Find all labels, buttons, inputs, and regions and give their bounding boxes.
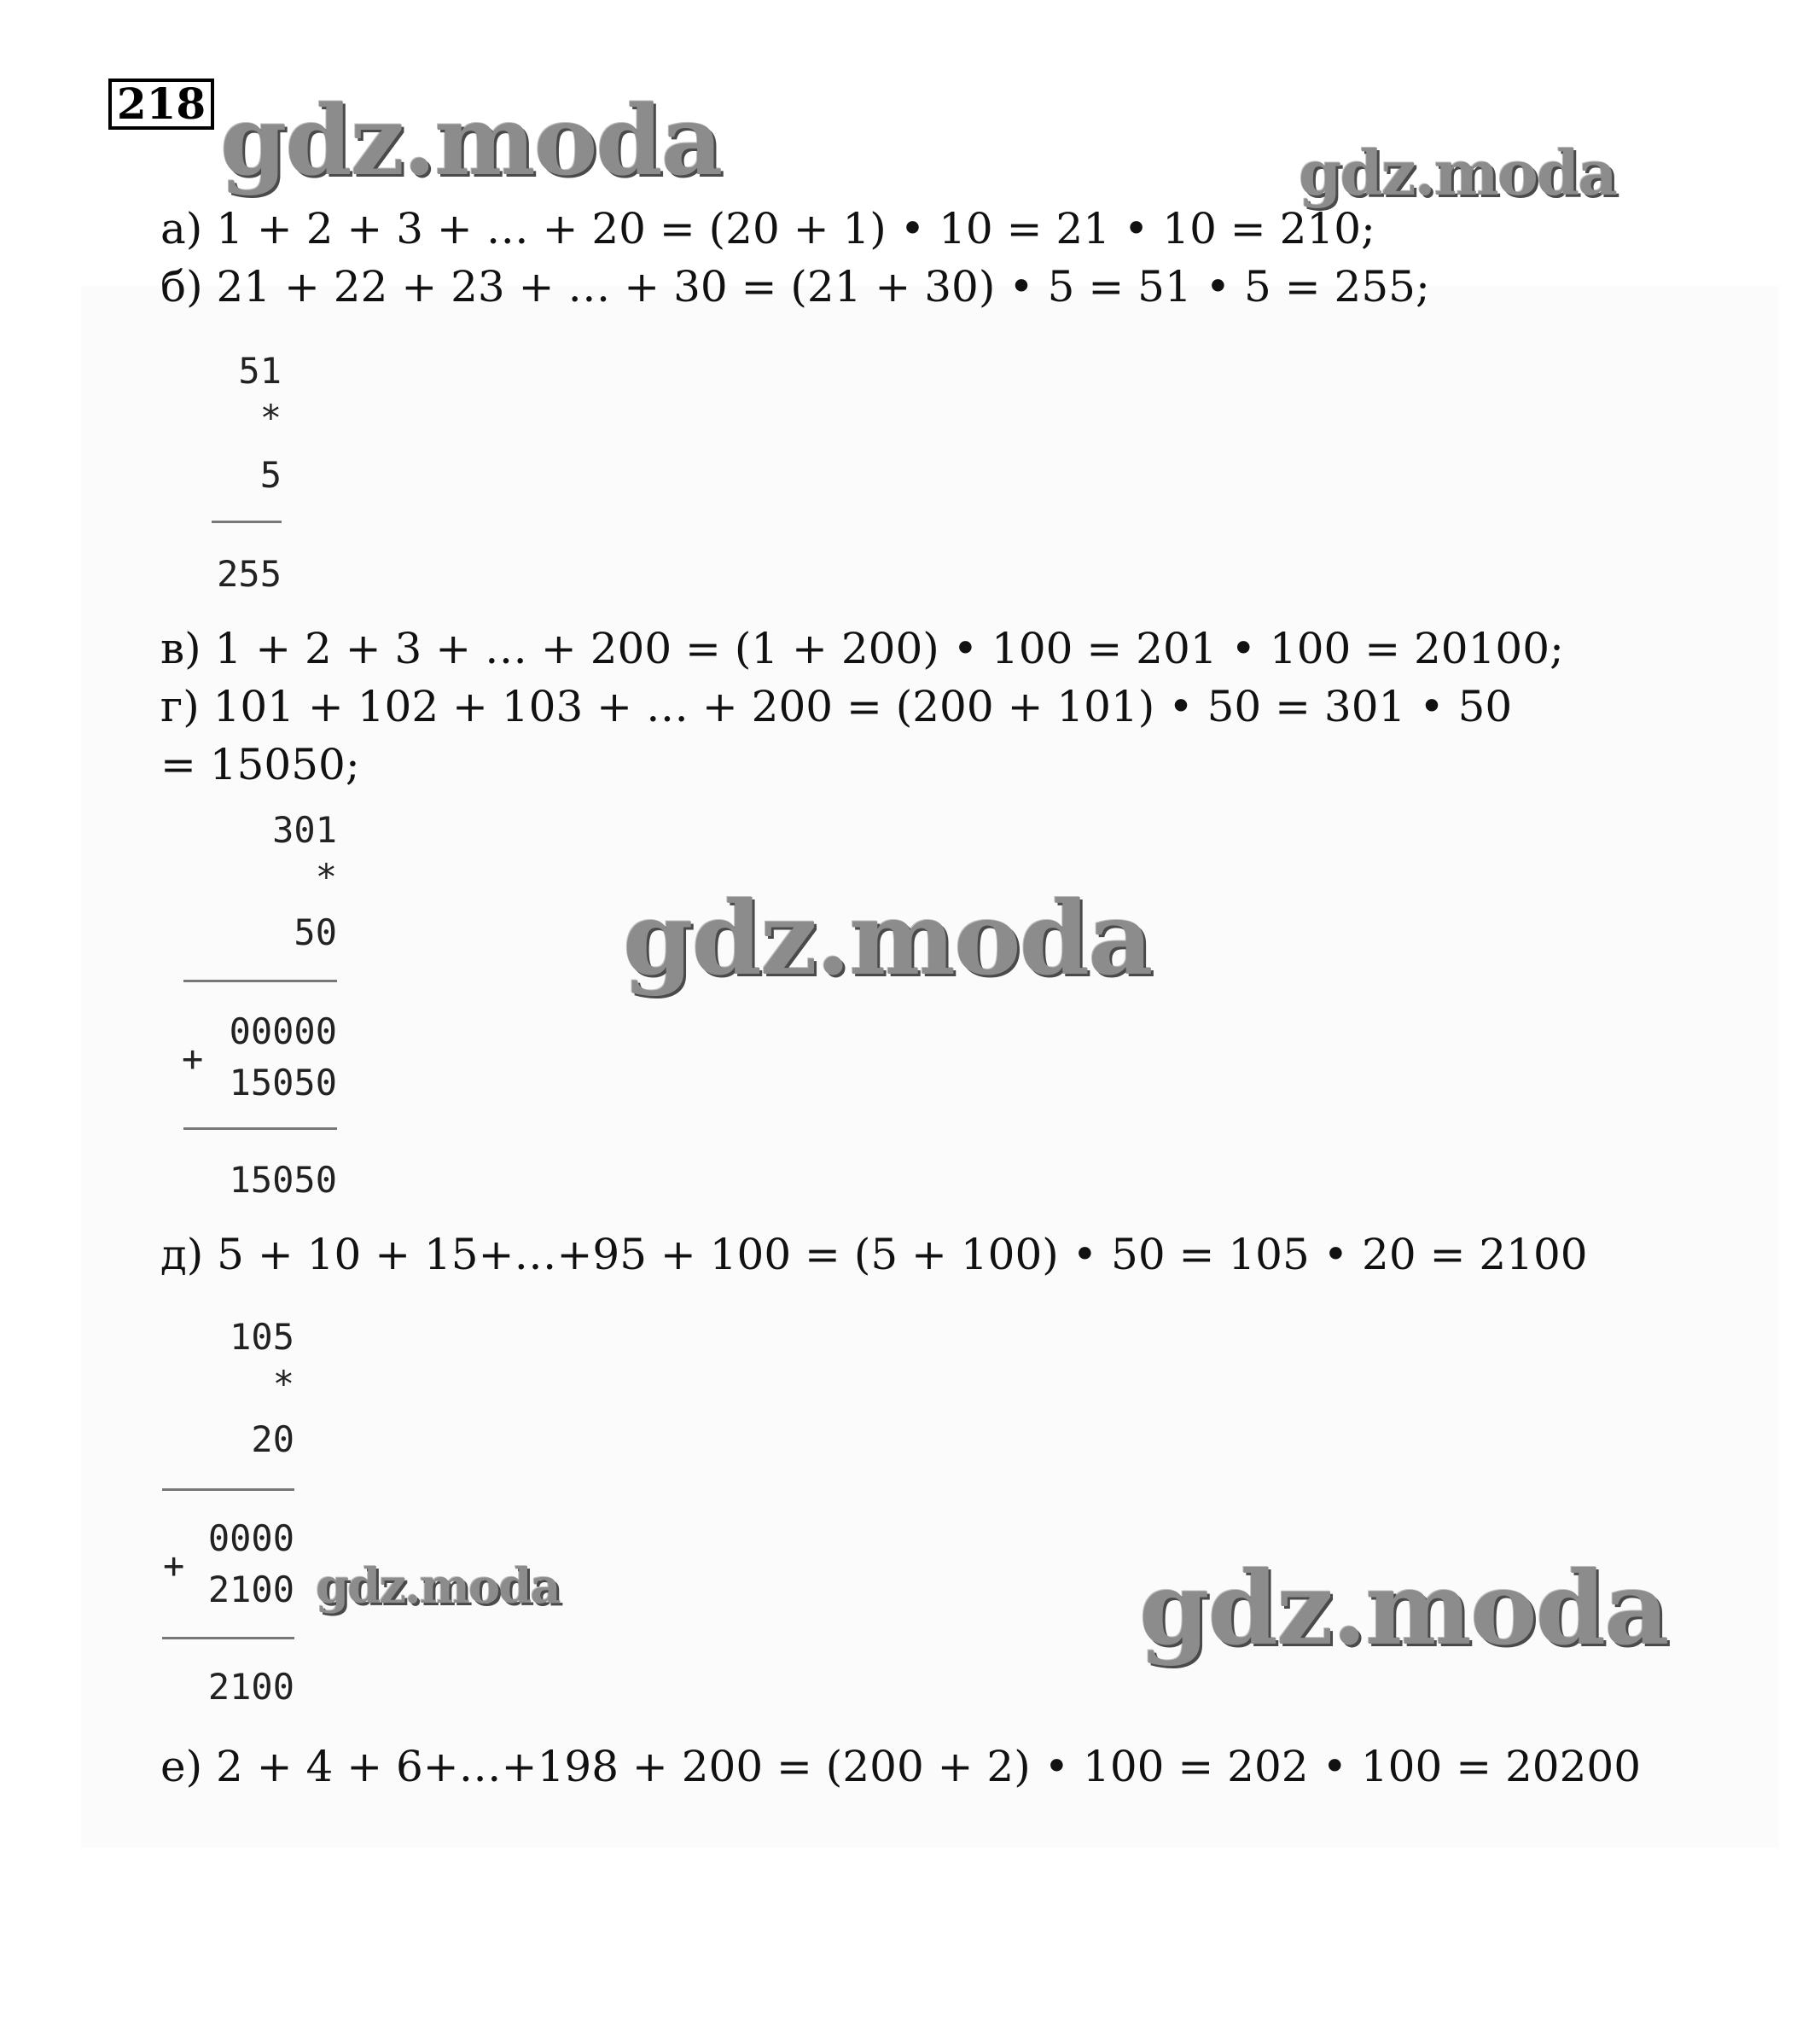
result: 15050 <box>229 1159 337 1201</box>
divider-line <box>183 980 337 982</box>
multiplier: 5 <box>259 454 282 496</box>
watermark: gdz.moda <box>1299 137 1616 209</box>
watermark: gdz.moda <box>1139 1549 1668 1668</box>
watermark: gdz.moda <box>623 879 1152 998</box>
operator: * <box>259 397 282 439</box>
watermark: gdz.moda <box>220 85 722 197</box>
multiplicand: 105 <box>230 1316 294 1358</box>
multiplicand: 51 <box>238 350 282 392</box>
column-multiplication-g <box>175 809 337 1210</box>
divider-line <box>162 1488 294 1491</box>
equation-v: в) 1 + 2 + 3 + … + 200 = (1 + 200) • 100 = 201 • 100 = 20100; <box>160 624 1564 673</box>
partial-product-2: 15050 <box>229 1062 337 1103</box>
equation-g-line2: = 15050; <box>160 740 360 789</box>
column-multiplication-b <box>188 350 282 606</box>
equation-g-line1: г) 101 + 102 + 103 + … + 200 = (200 + 101) • 50 = 301 • 50 <box>160 682 1513 731</box>
partial-product-1: 00000 <box>229 1010 337 1052</box>
multiplicand: 301 <box>272 809 337 851</box>
plus-sign: + <box>182 1038 204 1080</box>
partial-product-2: 2100 <box>207 1569 294 1610</box>
multiplier: 50 <box>294 911 337 953</box>
divider-line <box>212 521 282 523</box>
plus-sign: + <box>163 1545 185 1586</box>
equation-b: б) 21 + 22 + 23 + … + 30 = (21 + 30) • 5 = 51 • 5 = 255; <box>160 262 1430 311</box>
partial-product-1: 0000 <box>207 1517 294 1559</box>
column-multiplication-d <box>158 1316 294 1717</box>
operator: * <box>315 856 337 898</box>
equation-d: д) 5 + 10 + 15+…+95 + 100 = (5 + 100) • 50 = 105 • 20 = 2100 <box>160 1230 1588 1279</box>
divider-line <box>162 1637 294 1639</box>
result: 255 <box>217 553 282 595</box>
watermark: gdz.moda <box>316 1558 560 1615</box>
problem-number-box: 218 <box>108 79 214 130</box>
multiplier: 20 <box>251 1418 294 1460</box>
result: 2100 <box>207 1666 294 1708</box>
equation-e: е) 2 + 4 + 6+…+198 + 200 = (200 + 2) • 100 = 202 • 100 = 20200 <box>160 1742 1642 1791</box>
divider-line <box>183 1127 337 1130</box>
equation-a: а) 1 + 2 + 3 + … + 20 = (20 + 1) • 10 = 21 • 10 = 210; <box>160 204 1375 253</box>
operator: * <box>272 1363 294 1405</box>
